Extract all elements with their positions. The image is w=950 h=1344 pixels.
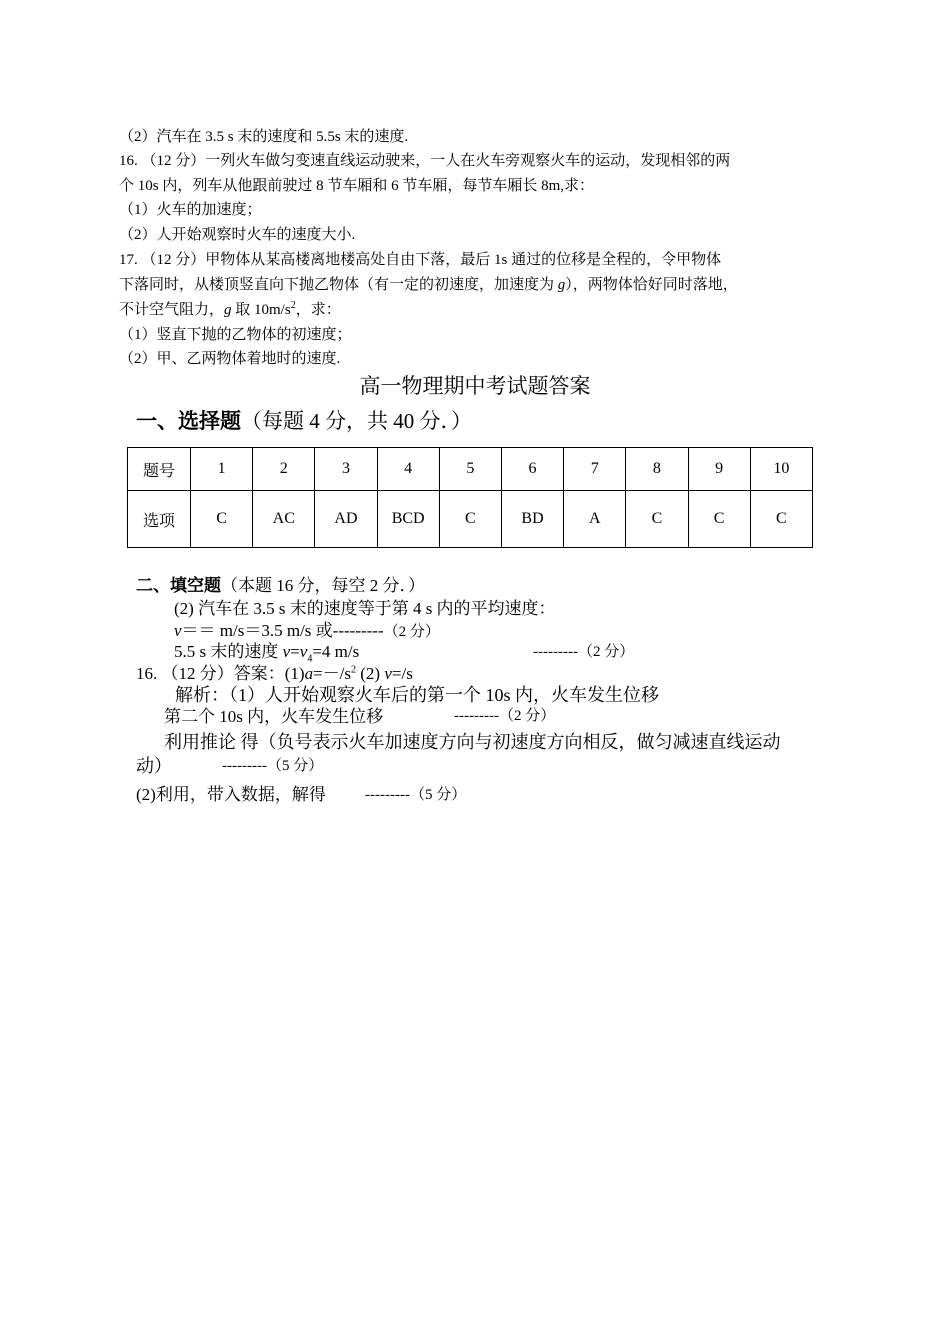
q15-part2: （2）汽车在 3.5 s 末的速度和 5.5s 末的速度.: [119, 129, 409, 145]
table-cell: C: [191, 491, 253, 548]
s2-line3: [174, 642, 360, 665]
table-cell: AD: [315, 491, 377, 548]
a16-line4: 利用推论 得（负号表示火车加速度方向与初速度方向相反，做匀减速直线运动: [164, 732, 781, 752]
table-cell: A: [564, 491, 626, 548]
a16-line2: 解析：（1）人开始观察火车后的第一个 10s 内，火车发生位移: [175, 685, 660, 705]
q17-line3-end: ，求：: [295, 302, 341, 318]
q17-line2: [119, 278, 738, 293]
section1-heading: [136, 411, 472, 432]
s2-line3-value: =4 m/s: [312, 642, 360, 661]
v-symbol: v: [282, 642, 291, 661]
table-header-label: 题号: [128, 448, 191, 491]
a-symbol: a: [304, 664, 314, 683]
a16-answer-label: 16. （12 分）答案：(1): [136, 664, 305, 683]
section1-title: 一、选择题: [136, 409, 241, 433]
g-symbol: g: [224, 302, 232, 318]
a16-answer-value: =－/s: [313, 664, 352, 683]
table-cell: 5: [439, 448, 501, 491]
table-cell: AC: [253, 491, 315, 548]
q16-part2: （2）人开始观察时火车的速度大小.: [119, 227, 356, 243]
table-cell: 4: [377, 448, 439, 491]
equals-sign: =: [290, 642, 300, 661]
section2-title: 二、填空题: [136, 576, 221, 595]
table-cell: BD: [501, 491, 563, 548]
table-cell: C: [626, 491, 688, 548]
score-note: ---------（2 分）: [533, 644, 635, 660]
answer-title: 高一物理期中考试题答案: [359, 374, 591, 398]
a16-answer-value2: =/s: [391, 664, 413, 683]
a16-line1: [136, 665, 413, 682]
score-note: （2 分）: [383, 624, 440, 640]
answer-table: [127, 447, 813, 548]
q17-line3-text: 不计空气阻力，: [119, 302, 225, 318]
table-row: [128, 448, 813, 491]
q17-part1: （1）竖直下抛的乙物体的初速度；: [119, 327, 352, 343]
q16-line1: 16. （12 分）一列火车做匀变速直线运动驶来，一人在火车旁观察火车的运动，发现相邻的两: [119, 153, 731, 169]
score-note: ---------（5 分）: [365, 787, 467, 803]
table-cell: 9: [688, 448, 750, 491]
s2-line2: [174, 622, 440, 640]
table-cell: 8: [626, 448, 688, 491]
s2-line3-text: 5.5 s 末的速度: [174, 642, 283, 661]
table-cell: 7: [564, 448, 626, 491]
score-note: ---------（2 分）: [454, 708, 556, 724]
table-cell: C: [439, 491, 501, 548]
table-row-label: 选项: [128, 491, 191, 548]
q16-part1: （1）火车的加速度；: [119, 202, 262, 218]
table-cell: 6: [501, 448, 563, 491]
s2-line2-text: ＝＝ m/s＝3.5 m/s 或---------: [181, 621, 384, 640]
q16-line2: 个 10s 内，列车从他跟前驶过 8 节车厢和 6 节车厢，每节车厢长 8m,求：: [119, 178, 595, 194]
score-note: ---------（5 分）: [222, 758, 324, 774]
q17-line2-text-end: ），两物体恰好同时落地，: [565, 277, 738, 293]
table-cell: 3: [315, 448, 377, 491]
a16-line3: 第二个 10s 内，火车发生位移: [164, 707, 384, 726]
q17-line1: 17. （12 分）甲物体从某高楼离地楼高处自由下落，最后 1s 通过的位移是全程的，令甲物体: [119, 252, 722, 268]
table-cell: BCD: [377, 491, 439, 548]
superscript: 2: [351, 664, 357, 676]
table-cell: C: [688, 491, 750, 548]
q17-line3-unit: 取 10m/s: [231, 302, 291, 318]
q17-line3: [119, 300, 341, 318]
table-row: [128, 491, 813, 548]
a16-answer-part2: (2): [356, 664, 385, 683]
superscript: 2: [290, 300, 296, 311]
g-symbol: g: [557, 277, 566, 293]
v-symbol: v: [174, 621, 182, 640]
v-symbol: v: [299, 642, 308, 661]
s2-line1: (2) 汽车在 3.5 s 末的速度等于第 4 s 内的平均速度：: [174, 599, 556, 618]
table-cell: 10: [750, 448, 812, 491]
section2-heading: [136, 577, 425, 594]
table-cell: 2: [253, 448, 315, 491]
section2-note: （本题 16 分，每空 2 分．）: [221, 576, 425, 595]
section1-note: （每题 4 分，共 40 分．）: [241, 409, 472, 433]
q17-part2: （2）甲、乙两物体着地时的速度.: [119, 351, 341, 367]
table-cell: 1: [191, 448, 253, 491]
a16-line5: 动）: [136, 756, 172, 776]
subscript: 4: [307, 653, 313, 665]
table-cell: C: [750, 491, 812, 548]
v-symbol: v: [384, 664, 392, 683]
a16-line6: (2)利用，带入数据，解得: [136, 785, 326, 804]
q17-line2-text: 下落同时，从楼顶竖直向下抛乙物体（有一定的初速度，加速度为: [119, 277, 558, 293]
